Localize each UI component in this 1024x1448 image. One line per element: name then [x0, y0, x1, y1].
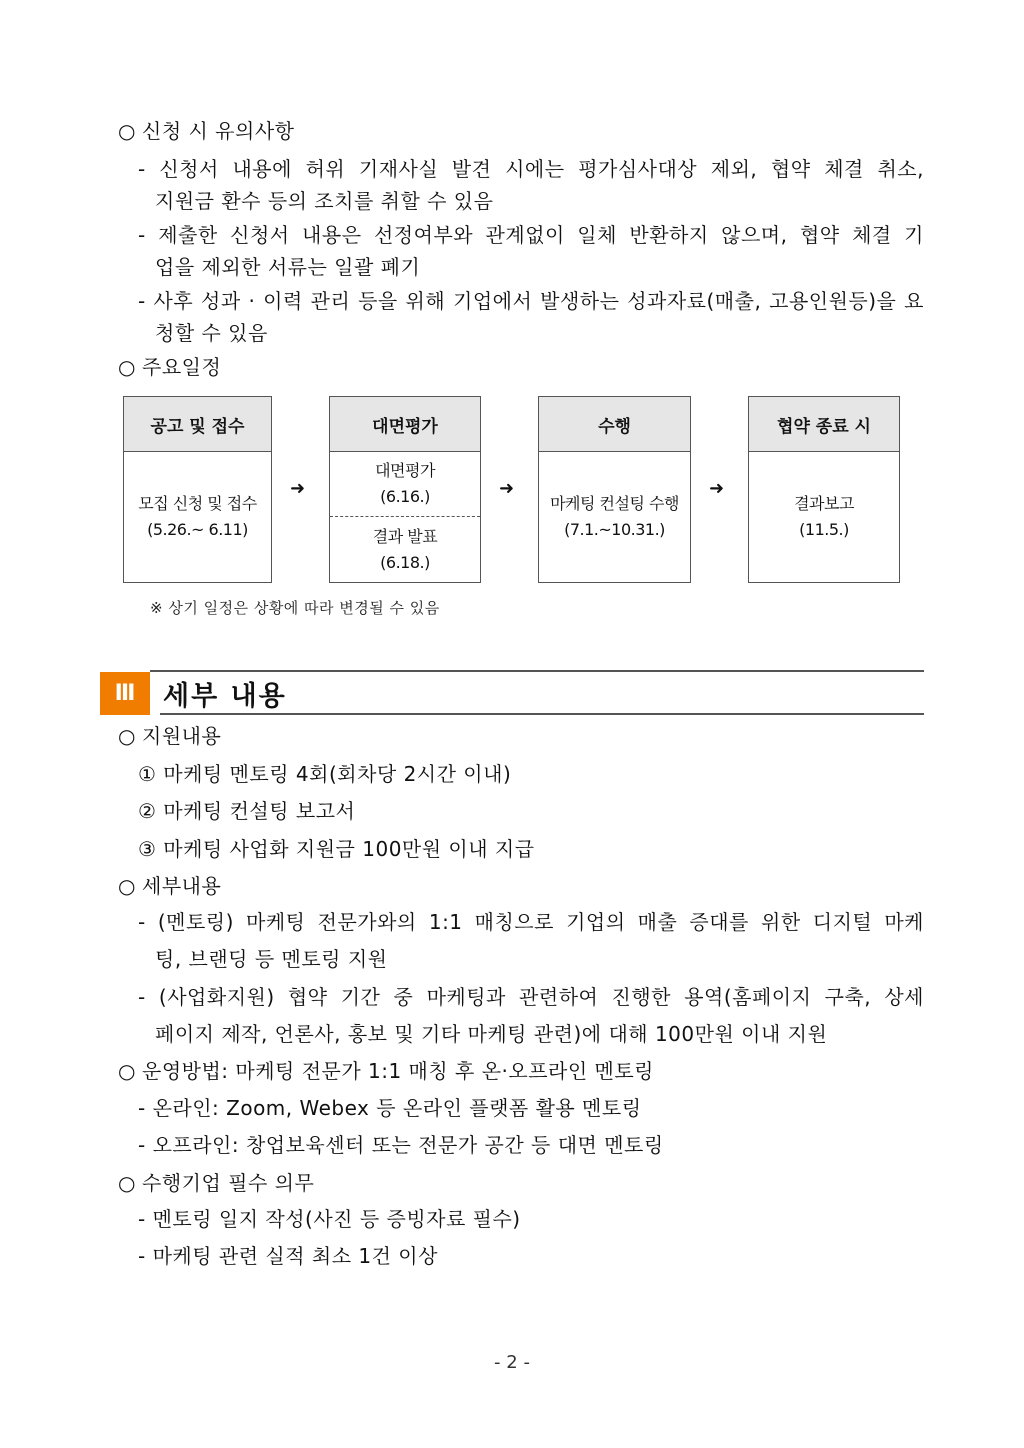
schedule-step-header: 공고 및 접수 — [124, 397, 271, 452]
method-item: - 온라인: Zoom, Webex 등 온라인 플랫폼 활용 멘토링 — [138, 1096, 642, 1120]
schedule-heading: ○ 주요일정 — [118, 355, 222, 379]
caution-item-3-line1: - 사후 성과 · 이력 관리 등을 위해 기업에서 발생하는 성과자료(매출, 고용인원등)을 요 — [138, 289, 924, 313]
caution-item-2-line1: - 제출한 신청서 내용은 선정여부와 관계없이 일체 반환하지 않으며, 협약 체결 기 — [138, 223, 924, 247]
arrow-right-icon: ➜ — [709, 478, 725, 499]
schedule-step-body-top: 대면평가 (6.16.) — [330, 452, 480, 517]
support-item: ③ 마케팅 사업화 지원금 100만원 이내 지급 — [138, 837, 535, 861]
details-heading: ○ 세부내용 — [118, 874, 222, 898]
schedule-step-body: 마케팅 컨설팅 수행 (7.1.~10.31.) — [550, 494, 679, 539]
support-heading: ○ 지원내용 — [118, 724, 222, 748]
schedule-step-4 — [748, 396, 900, 583]
section-title: 세부 내용 — [163, 681, 287, 712]
duty-heading: ○ 수행기업 필수 의무 — [118, 1171, 315, 1195]
schedule-note: ※ 상기 일정은 상황에 따라 변경될 수 있음 — [150, 599, 440, 617]
arrow-right-icon: ➜ — [499, 478, 515, 499]
support-item: ① 마케팅 멘토링 4회(회차당 2시간 이내) — [138, 762, 512, 786]
caution-heading: ○ 신청 시 유의사항 — [118, 119, 295, 143]
schedule-step-header: 수행 — [539, 397, 690, 452]
caution-item-1-line2: 지원금 환수 등의 조치를 취할 수 있음 — [155, 189, 494, 213]
circle-bullet-icon: ○ — [118, 1171, 136, 1195]
section-number: Ⅲ — [100, 672, 150, 715]
schedule-step-body-bottom: 결과 발표 (6.18.) — [372, 526, 438, 572]
page-number: - 2 - — [494, 1352, 530, 1373]
details-item-2-line1: - (사업화지원) 협약 기간 중 마케팅과 관련하여 진행한 용역(홈페이지 구축, 상세 — [138, 985, 924, 1009]
circle-bullet-icon: ○ — [118, 874, 136, 898]
arrow-right-icon: ➜ — [290, 478, 306, 499]
schedule-step-body: 결과보고 (11.5.) — [794, 494, 854, 539]
circle-bullet-icon: ○ — [118, 355, 136, 379]
section-top-rule — [150, 670, 924, 672]
duty-item: - 멘토링 일지 작성(사진 등 증빙자료 필수) — [138, 1207, 521, 1231]
method-item: - 오프라인: 창업보육센터 또는 전문가 공간 등 대면 멘토링 — [138, 1133, 664, 1157]
details-item-2-line2: 페이지 제작, 언론사, 홍보 및 기타 마케팅 관련)에 대해 100만원 이내 지원 — [155, 1022, 828, 1046]
schedule-step-header: 대면평가 — [330, 397, 480, 452]
circle-bullet-icon: ○ — [118, 119, 136, 143]
schedule-step-3 — [538, 396, 691, 583]
duty-item: - 마케팅 관련 실적 최소 1건 이상 — [138, 1244, 438, 1268]
schedule-step-body: 모집 신청 및 접수 (5.26.~ 6.11) — [138, 494, 257, 539]
caution-item-1-line1: - 신청서 내용에 허위 기재사실 발견 시에는 평가심사대상 제외, 협약 체결 취소, — [138, 157, 924, 181]
caution-item-2-line2: 업을 제외한 서류는 일괄 폐기 — [155, 255, 421, 279]
circle-bullet-icon: ○ — [118, 1059, 136, 1083]
circle-bullet-icon: ○ — [118, 724, 136, 748]
caution-item-3-line2: 청할 수 있음 — [155, 321, 268, 345]
section-bottom-rule — [160, 713, 924, 715]
schedule-step-header: 협약 종료 시 — [749, 397, 899, 452]
schedule-step-1 — [123, 396, 272, 583]
details-item-1-line1: - (멘토링) 마케팅 전문가와의 1:1 매칭으로 기업의 매출 증대를 위한 디지털 마케 — [138, 910, 924, 934]
details-item-1-line2: 팅, 브랜딩 등 멘토링 지원 — [155, 947, 388, 971]
schedule-step-2 — [329, 396, 481, 583]
method-heading: ○ 운영방법: 마케팅 전문가 1:1 매칭 후 온·오프라인 멘토링 — [118, 1059, 655, 1083]
support-item: ② 마케팅 컨설팅 보고서 — [138, 799, 356, 823]
